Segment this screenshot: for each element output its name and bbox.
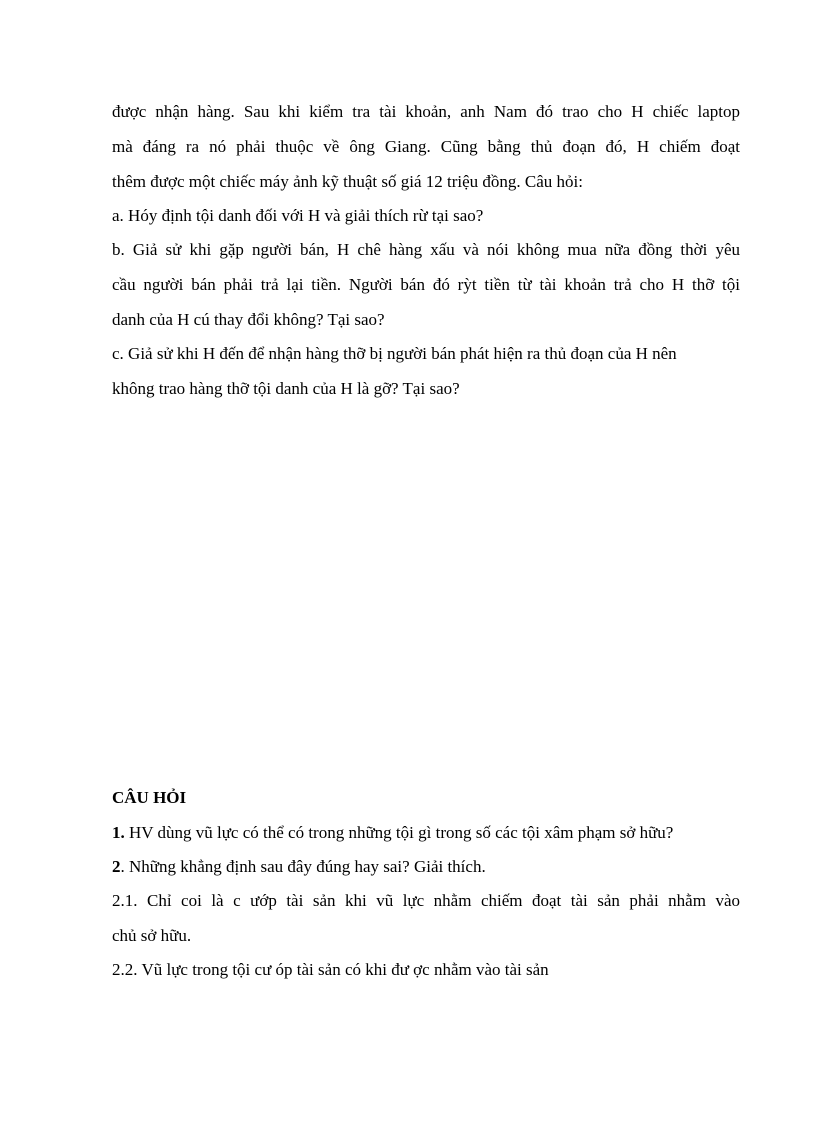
question-2-2: 2.2. Vũ lực trong tội cư óp tài sản có khi đư ợc nhằm vào tài sản: [112, 960, 549, 979]
question-2-1-line-1: 2.1. Chỉ coi là c ướp tài sản khi vũ lực nhằm chiếm đoạt tài sản phải nhằm vào: [112, 891, 740, 910]
paragraph-line: thêm được một chiếc máy ảnh kỹ thuật số giá 12 triệu đồng. Câu hỏi:: [112, 172, 583, 191]
question-b-line-3: danh của H cú thay đổi không? Tại sao?: [112, 310, 385, 329]
question-2-text: . Những khẳng định sau đây đúng hay sai? Giải thích.: [120, 857, 486, 876]
question-c-line-2: không trao hàng thỡ tội danh của H là gỡ? Tại sao?: [112, 379, 460, 398]
question-c-line-1: c. Giả sử khi H đến để nhận hàng thỡ bị người bán phát hiện ra thủ đoạn của H nên: [112, 344, 677, 363]
question-b-line-2: cầu người bán phải trả lại tiền. Người bán đó rỳt tiền từ tài khoản trả cho H thỡ tội: [112, 275, 740, 294]
section-heading: CÂU HỎI: [112, 788, 187, 807]
question-2-number: 2: [112, 857, 121, 876]
question-2-1-line-2: chủ sở hữu.: [112, 926, 192, 945]
paragraph-line: mà đáng ra nó phải thuộc về ông Giang. Cũng bằng thủ đoạn đó, H chiếm đoạt: [112, 137, 740, 156]
paragraph-line: được nhận hàng. Sau khi kiểm tra tài khoản, anh Nam đó trao cho H chiếc laptop: [112, 102, 740, 121]
question-1-text: HV dùng vũ lực có thể có trong những tội gì trong số các tội xâm phạm sở hữu?: [124, 823, 674, 842]
question-1: [112, 823, 673, 843]
question-a: a. Hóy định tội danh đối với H và giải thích rừ tại sao?: [112, 206, 484, 225]
question-b-line-1: b. Giả sử khi gặp người bán, H chê hàng xấu và nói không mua nữa đồng thời yêu: [112, 240, 740, 259]
question-1-number: 1.: [112, 823, 125, 842]
question-2: [112, 857, 486, 877]
